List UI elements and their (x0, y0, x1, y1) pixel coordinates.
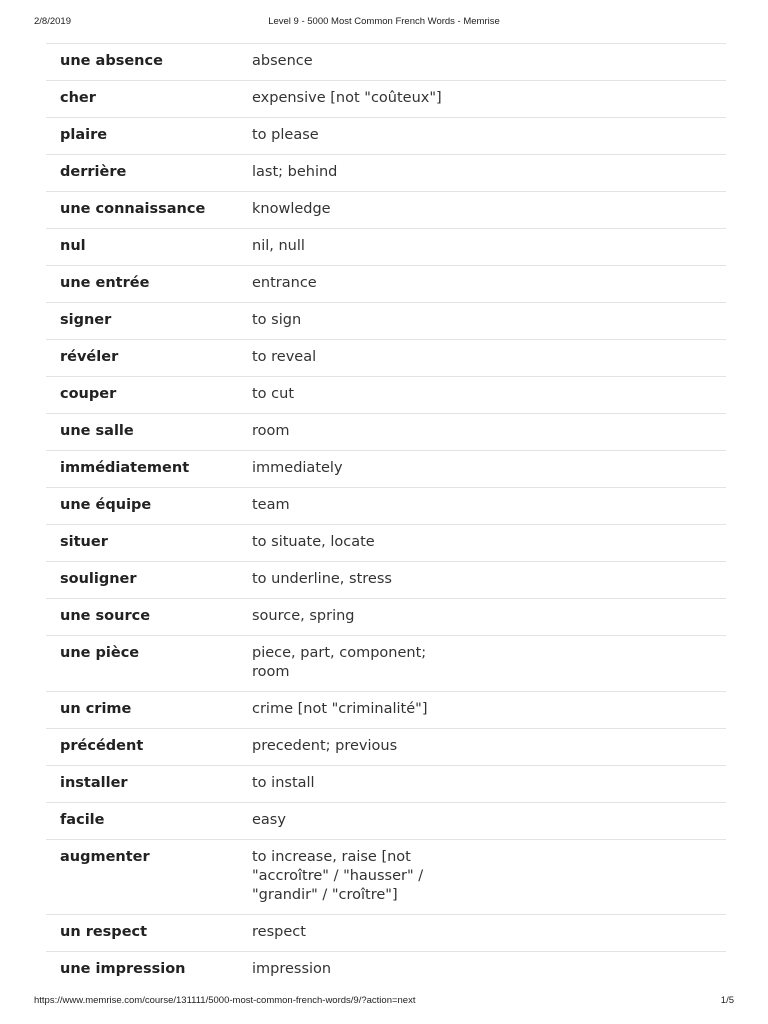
english-definition (252, 644, 726, 682)
definition-text: to increase, raise [not "accroître" / "hausser" / "grandir" / "croître"] (252, 849, 424, 903)
definition-text: entrance (252, 275, 317, 291)
word-row (46, 44, 726, 81)
page-url: https://www.memrise.com/course/131111/5000-most-common-french-words/9/?action=next (34, 995, 416, 1006)
french-word: signer (60, 312, 112, 328)
print-header (0, 16, 768, 30)
word-row (46, 155, 726, 192)
word-row (46, 692, 726, 729)
word-row (46, 81, 726, 118)
word-row (46, 636, 726, 692)
word-row (46, 377, 726, 414)
english-definition (252, 700, 726, 719)
english-definition (252, 348, 726, 367)
print-footer (0, 995, 768, 1009)
french-word: une connaissance (60, 201, 206, 217)
english-definition (252, 274, 726, 293)
english-definition (252, 570, 726, 589)
definition-text: to cut (252, 386, 295, 402)
word-row (46, 488, 726, 525)
english-definition (252, 737, 726, 756)
french-word: derrière (60, 164, 127, 180)
english-definition (252, 311, 726, 330)
definition-text: easy (252, 812, 286, 828)
definition-text: to reveal (252, 349, 317, 365)
french-word: souligner (60, 571, 137, 587)
french-word: une source (60, 608, 151, 624)
word-row (46, 599, 726, 636)
english-definition (252, 459, 726, 478)
french-word: un crime (60, 701, 132, 717)
english-definition (252, 774, 726, 793)
word-row (46, 451, 726, 488)
definition-text: precedent; previous (252, 738, 398, 754)
word-list (46, 43, 726, 988)
english-definition (252, 923, 726, 942)
definition-text: knowledge (252, 201, 331, 217)
word-row (46, 303, 726, 340)
word-row (46, 915, 726, 952)
word-row (46, 562, 726, 599)
french-word: une impression (60, 961, 186, 977)
definition-text: absence (252, 53, 313, 69)
definition-text: immediately (252, 460, 343, 476)
english-definition (252, 811, 726, 830)
english-definition (252, 496, 726, 515)
english-definition (252, 89, 726, 108)
french-word: installer (60, 775, 128, 791)
definition-text: room (252, 423, 290, 439)
french-word: une salle (60, 423, 134, 439)
french-word: une entrée (60, 275, 150, 291)
english-definition (252, 52, 726, 71)
french-word: précédent (60, 738, 144, 754)
definition-text: team (252, 497, 290, 513)
definition-text: impression (252, 961, 332, 977)
definition-text: source, spring (252, 608, 355, 624)
french-word: révéler (60, 349, 119, 365)
page-number: 1/5 (720, 995, 734, 1006)
word-row (46, 840, 726, 915)
french-word: une absence (60, 53, 163, 69)
definition-text: to please (252, 127, 319, 143)
definition-text: respect (252, 924, 306, 940)
word-row (46, 766, 726, 803)
page-title: Level 9 - 5000 Most Common French Words - Memrise (268, 16, 500, 27)
french-word: une équipe (60, 497, 152, 513)
definition-text: last; behind (252, 164, 338, 180)
english-definition (252, 385, 726, 404)
definition-text: piece, part, component; room (252, 645, 427, 680)
word-row (46, 525, 726, 562)
french-word: cher (60, 90, 96, 106)
definition-text: to install (252, 775, 315, 791)
english-definition (252, 848, 726, 905)
definition-text: crime [not "criminalité"] (252, 701, 428, 717)
word-row (46, 729, 726, 766)
english-definition (252, 163, 726, 182)
english-definition (252, 533, 726, 552)
french-word: facile (60, 812, 105, 828)
french-word: augmenter (60, 849, 150, 865)
print-date: 2/8/2019 (34, 16, 71, 27)
french-word: une pièce (60, 645, 140, 661)
english-definition (252, 126, 726, 145)
french-word: plaire (60, 127, 108, 143)
french-word: un respect (60, 924, 148, 940)
word-row (46, 803, 726, 840)
english-definition (252, 960, 726, 979)
definition-text: to situate, locate (252, 534, 375, 550)
english-definition (252, 237, 726, 256)
french-word: immédiatement (60, 460, 190, 476)
definition-text: expensive [not "coûteux"] (252, 90, 442, 106)
word-row (46, 229, 726, 266)
french-word: situer (60, 534, 108, 550)
word-row (46, 952, 726, 988)
word-row (46, 192, 726, 229)
definition-text: to underline, stress (252, 571, 392, 587)
word-row (46, 340, 726, 377)
english-definition (252, 422, 726, 441)
french-word: nul (60, 238, 86, 254)
word-row (46, 266, 726, 303)
english-definition (252, 607, 726, 626)
word-row (46, 414, 726, 451)
french-word: couper (60, 386, 117, 402)
english-definition (252, 200, 726, 219)
definition-text: to sign (252, 312, 302, 328)
word-row (46, 118, 726, 155)
definition-text: nil, null (252, 238, 305, 254)
